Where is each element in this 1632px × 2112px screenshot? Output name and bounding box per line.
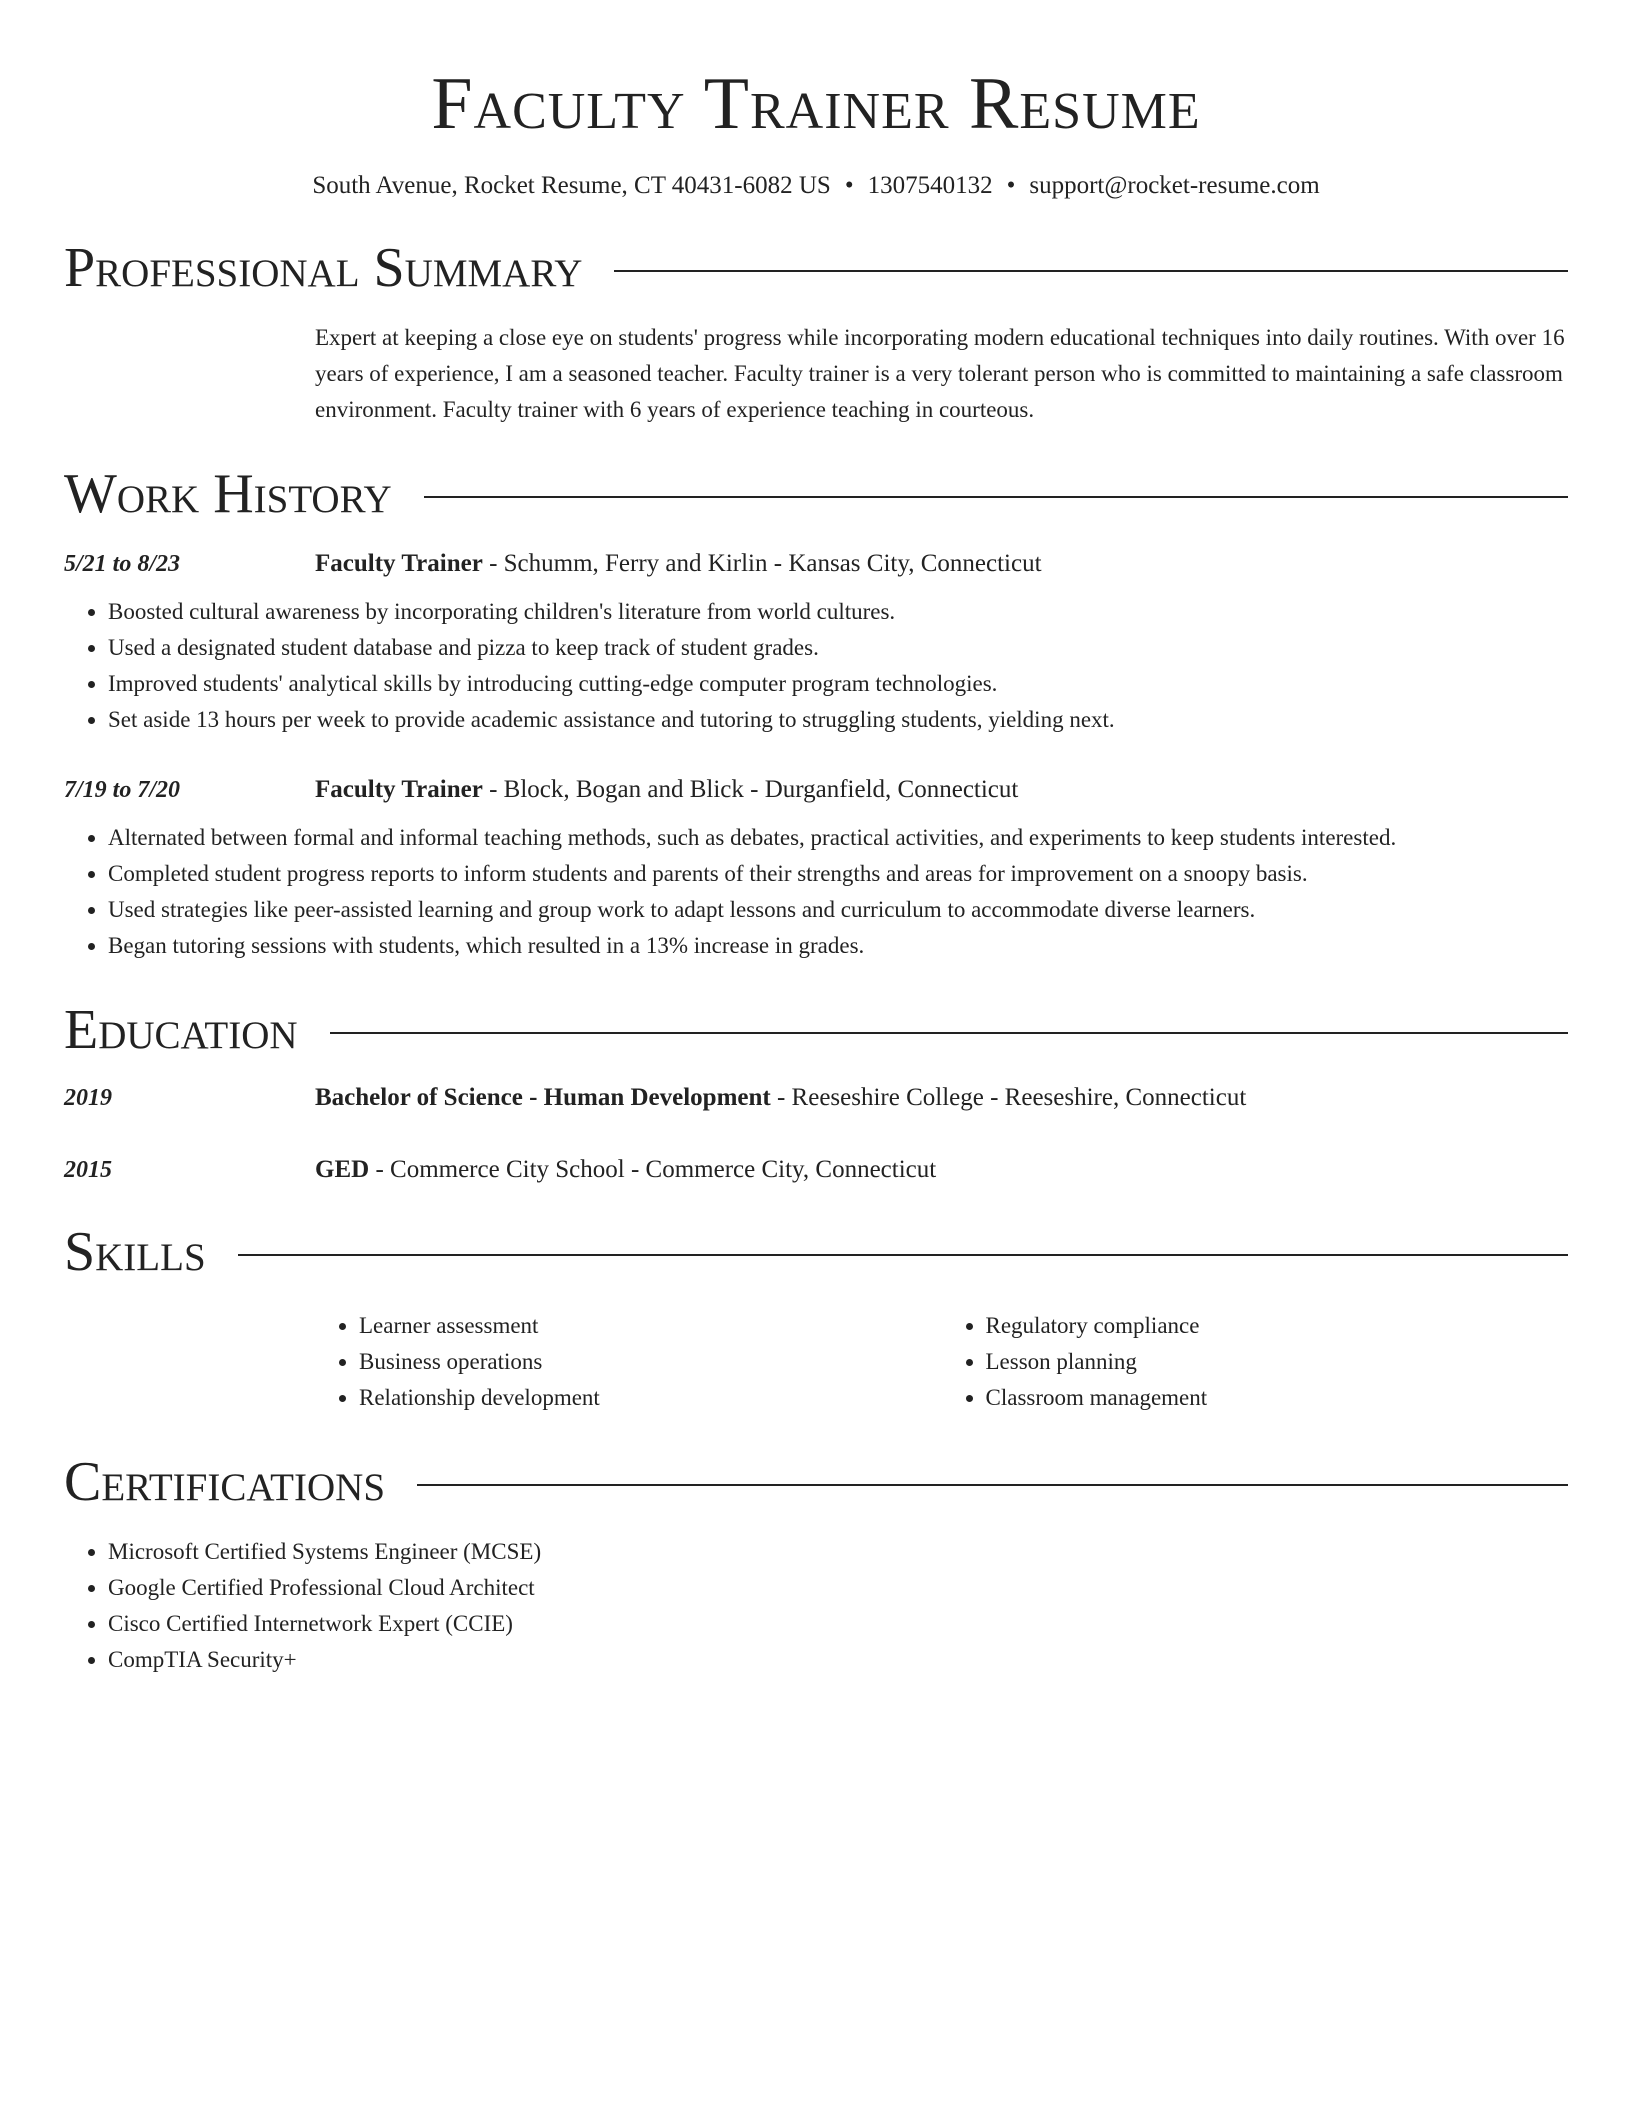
job-bullet: • Completed student progress reports to inform students and parents of their strengths and areas for improvement on a snoopy basis.: [108, 856, 1568, 892]
skills-column-right: [942, 1308, 1569, 1416]
certification-item: • CompTIA Security+: [108, 1642, 1568, 1678]
job-bullet: • Boosted cultural awareness by incorporating children's literature from world cultures.: [108, 594, 1568, 630]
education-degree: Bachelor of Science - Human Development: [315, 1084, 771, 1111]
contact-separator: •: [1006, 172, 1016, 199]
section-divider: [424, 496, 1568, 498]
education-heading-line: [315, 1082, 1246, 1114]
contact-separator: •: [844, 172, 854, 199]
job-dates: 7/19 to 7/20: [64, 777, 181, 803]
certifications-section-header: [64, 1450, 1568, 1514]
section-divider: [417, 1484, 1568, 1486]
education-entry: [64, 1082, 1568, 1114]
education-details: - Commerce City School - Commerce City, Connecticut: [369, 1156, 937, 1183]
job-header: [64, 548, 1568, 580]
job-entry: [64, 548, 1568, 738]
skill-item: • Business operations: [359, 1344, 942, 1380]
skill-item: • Lesson planning: [986, 1344, 1569, 1380]
certification-item: • Microsoft Certified Systems Engineer (MCSE): [108, 1534, 1568, 1570]
certification-item: • Google Certified Professional Cloud Architect: [108, 1570, 1568, 1606]
job-entry: [64, 774, 1568, 964]
skills-heading: Skills: [64, 1221, 206, 1283]
education-year: 2015: [64, 1157, 112, 1183]
education-year: 2019: [64, 1085, 112, 1111]
job-bullet: • Improved students' analytical skills by introducing cutting-edge computer program technologies.: [108, 666, 1568, 702]
job-dates: 5/21 to 8/23: [64, 551, 181, 577]
contact-phone: 1307540132: [867, 172, 993, 199]
summary-text: Expert at keeping a close eye on students' progress while incorporating modern educational techniques into daily routines. With over 16 years of experience, I am a seasoned teacher. Faculty trainer is a very tolerant person who is committed to maintaining a safe classroom environment. Faculty trainer with 6 years of experience teaching in courteous.: [315, 325, 1565, 422]
education-degree: GED: [315, 1156, 370, 1183]
job-title: Faculty Trainer: [315, 550, 483, 577]
job-bullet: • Alternated between formal and informal teaching methods, such as debates, practical activities, and experiments to keep students interested.: [108, 820, 1568, 856]
job-bullets: [64, 594, 1568, 738]
job-bullet: • Began tutoring sessions with students, which resulted in a 13% increase in grades.: [108, 928, 1568, 964]
education-entry: [64, 1154, 1568, 1186]
skills-section-header: [64, 1220, 1568, 1284]
job-heading: [315, 548, 1042, 580]
education-heading: Education: [64, 999, 298, 1061]
section-divider: [614, 270, 1568, 272]
certifications-heading: Certifications: [64, 1451, 386, 1513]
education-section-header: [64, 998, 1568, 1062]
resume-title: Faculty Trainer Resume: [431, 63, 1201, 145]
education-heading-line: [315, 1154, 936, 1186]
job-title: Faculty Trainer: [315, 776, 483, 803]
contact-email: support@rocket-resume.com: [1029, 172, 1320, 199]
summary-section-header: [64, 236, 1568, 300]
job-bullet: • Set aside 13 hours per week to provide academic assistance and tutoring to struggling students, yielding next.: [108, 702, 1568, 738]
education-details: - Reeseshire College - Reeseshire, Connecticut: [770, 1084, 1247, 1111]
certification-item: • Cisco Certified Internetwork Expert (CCIE): [108, 1606, 1568, 1642]
work-heading: Work History: [64, 463, 392, 525]
section-divider: [238, 1254, 1568, 1256]
contact-address: South Avenue, Rocket Resume, CT 40431-6082 US: [312, 172, 831, 199]
job-header: [64, 774, 1568, 806]
job-bullet: • Used strategies like peer-assisted learning and group work to adapt lessons and curriculum to accommodate diverse learners.: [108, 892, 1568, 928]
section-divider: [330, 1032, 1568, 1034]
job-details: - Schumm, Ferry and Kirlin - Kansas City, Connecticut: [482, 550, 1042, 577]
skills-column-left: [315, 1308, 942, 1416]
skills-grid: [315, 1308, 1568, 1416]
skill-item: • Learner assessment: [359, 1308, 942, 1344]
job-heading: [315, 774, 1018, 806]
skill-item: • Classroom management: [986, 1380, 1569, 1416]
summary-heading: Professional Summary: [64, 237, 583, 299]
job-details: - Block, Bogan and Blick - Durganfield, Connecticut: [482, 776, 1019, 803]
skill-item: • Regulatory compliance: [986, 1308, 1569, 1344]
work-section-header: [64, 462, 1568, 526]
job-bullets: [64, 820, 1568, 964]
certifications-list: [64, 1534, 1568, 1678]
skill-item: • Relationship development: [359, 1380, 942, 1416]
contact-line: [64, 170, 1568, 202]
job-bullet: • Used a designated student database and pizza to keep track of student grades.: [108, 630, 1568, 666]
